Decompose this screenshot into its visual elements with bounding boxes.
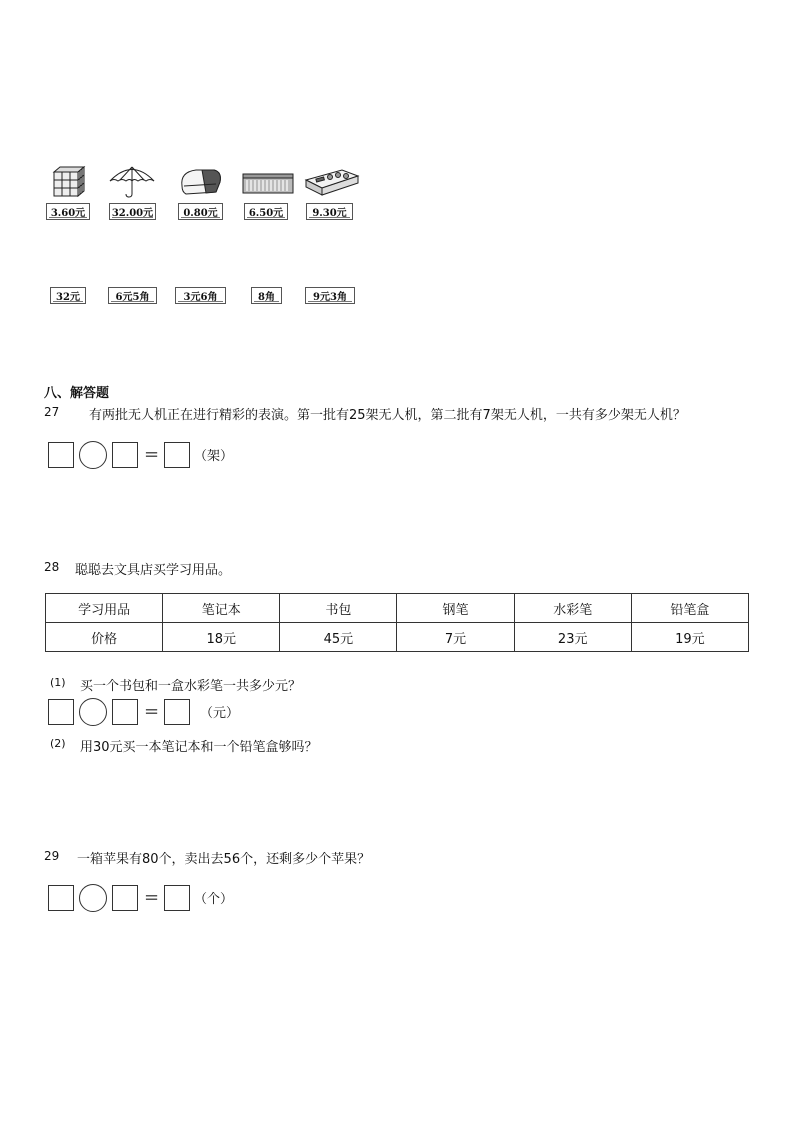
question-number: 29 (44, 849, 60, 863)
price-tag: 3.60元 (46, 203, 90, 220)
table-cell: 18元 (163, 623, 280, 652)
converted-tag: 8角 (251, 287, 282, 304)
question-text: 有两批无人机正在进行精彩的表演。第一批有25架无人机，第二批有7架无人机，一共有多少架无人机？ (89, 408, 686, 423)
unit-label: （个） (194, 892, 234, 907)
operator-circle[interactable] (79, 884, 107, 912)
table-cell: 45元 (280, 623, 397, 652)
answer-box[interactable] (112, 442, 138, 468)
table-cell: 19元 (631, 623, 748, 652)
equation-row (48, 442, 248, 472)
question-text: 一箱苹果有80个，卖出去56个，还剩多少个苹果？ (77, 852, 371, 867)
table-cell: 铅笔盒 (631, 594, 748, 623)
unit-label: （架） (194, 449, 234, 464)
price-table (45, 593, 749, 652)
eraser-icon (170, 164, 230, 198)
answer-box[interactable] (48, 442, 74, 468)
table-cell: 7元 (397, 623, 514, 652)
price-tag: 6.50元 (244, 203, 288, 220)
converted-tag: 9元3角 (305, 287, 355, 304)
equals-sign: = (144, 887, 160, 908)
question-number: 27 (44, 405, 60, 419)
answer-box[interactable] (164, 442, 190, 468)
umbrella-icon (102, 164, 162, 198)
table-cell: 书包 (280, 594, 397, 623)
operator-circle[interactable] (79, 698, 107, 726)
section-title: 八、解答题 (44, 386, 110, 401)
operator-circle[interactable] (79, 441, 107, 469)
table-cell: 价格 (46, 623, 163, 652)
answer-box[interactable] (112, 885, 138, 911)
equals-sign: = (144, 444, 160, 465)
price-tag: 9.30元 (306, 203, 353, 220)
table-cell: 学习用品 (46, 594, 163, 623)
price-tag: 32.00元 (109, 203, 156, 220)
table-cell: 水彩笔 (514, 594, 631, 623)
unit-label: （元） (200, 706, 240, 721)
answer-box[interactable] (112, 699, 138, 725)
answer-box[interactable] (48, 885, 74, 911)
price-tag: 0.80元 (178, 203, 223, 220)
equation-row (48, 885, 248, 915)
sub-question-label: (2) (50, 737, 66, 750)
converted-tag: 6元5角 (108, 287, 157, 304)
answer-box[interactable] (48, 699, 74, 725)
rubiks-cube-icon (44, 164, 104, 198)
equals-sign: = (144, 701, 160, 722)
question-number: 28 (44, 560, 60, 574)
table-cell: 笔记本 (163, 594, 280, 623)
answer-box[interactable] (164, 885, 190, 911)
pencil-case-icon (302, 164, 362, 198)
answer-box[interactable] (164, 699, 190, 725)
table-header-row (46, 594, 749, 623)
converted-tag: 3元6角 (175, 287, 226, 304)
sub-question-label: (1) (50, 676, 66, 689)
equation-row (48, 699, 248, 729)
harmonica-icon (238, 164, 298, 198)
converted-tag: 32元 (50, 287, 86, 304)
question-text: 聪聪去文具店买学习用品。 (75, 563, 232, 578)
table-row (46, 623, 749, 652)
table-cell: 钢笔 (397, 594, 514, 623)
table-cell: 23元 (514, 623, 631, 652)
sub-question-text: 买一个书包和一盒水彩笔一共多少元？ (80, 679, 302, 694)
sub-question-text: 用30元买一本笔记本和一个铅笔盒够吗？ (80, 740, 318, 755)
